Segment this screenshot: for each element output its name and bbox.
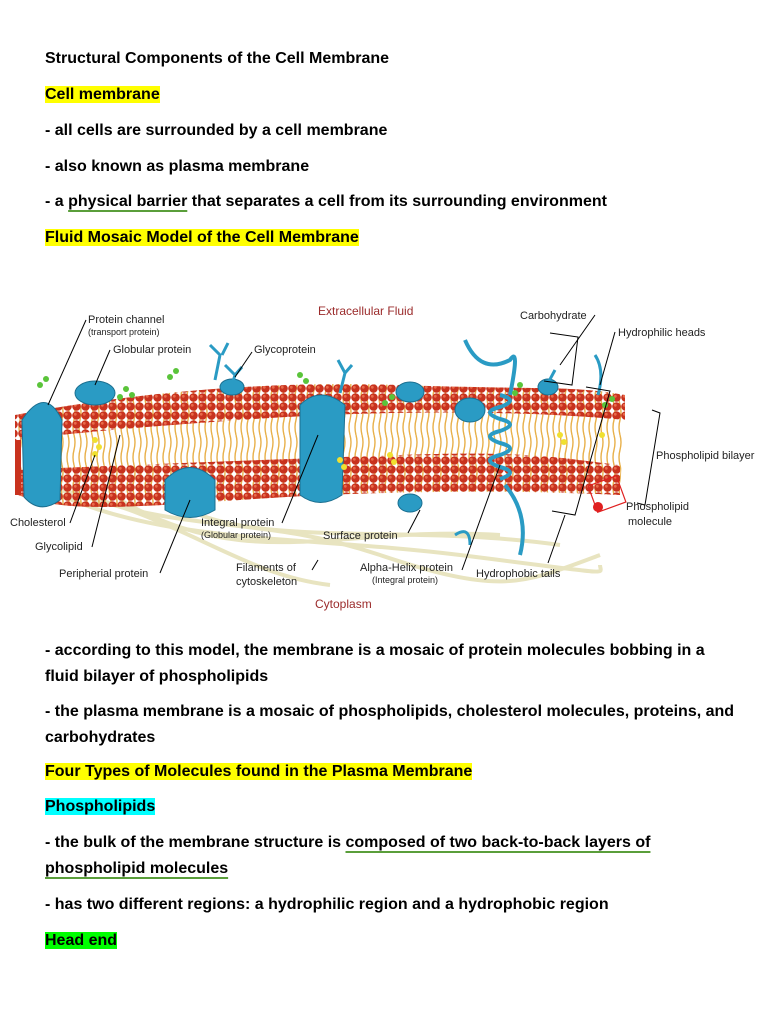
phospholipid-molecule-dot — [593, 502, 603, 512]
label-cytoskeleton: cytoskeleton — [236, 576, 298, 588]
label-filaments-of: Filaments of — [236, 562, 296, 574]
composed-layers-phrase: composed of two back-to-back layers of — [345, 834, 651, 851]
label-phospholipid-bilayer: Phospholipid bilayer — [656, 450, 755, 462]
paragraph-5: - the plasma membrane is a mosaic of phospholipids, cholesterol molecules, proteins, and carbohydrates — [45, 703, 735, 746]
label-glycoprotein: Glycoprotein — [254, 344, 316, 356]
label-extracellular-fluid: Extracellular Fluid — [318, 304, 414, 318]
heads-bracket — [544, 333, 578, 385]
paragraph-6-pre: - the bulk of the membrane structure is — [45, 834, 346, 851]
label-integral-protein: Integral protein — [201, 517, 275, 529]
label-cytoplasm: Cytoplasm — [315, 597, 372, 611]
label-alpha-helix: Alpha-Helix protein — [360, 562, 453, 574]
phospholipid-molecules-phrase: phospholipid molecules — [45, 860, 229, 877]
paragraph-3-pre: - a — [45, 193, 69, 210]
label-glycolipid: Glycolipid — [35, 541, 83, 553]
heading-cell-membrane-text: Cell membrane — [45, 86, 160, 103]
paragraph-4: - according to this model, the membrane is a mosaic of protein molecules bobbing in a fluid bilayer of phospholipids — [45, 642, 705, 685]
heading-fluid-mosaic-text: Fluid Mosaic Model of the Cell Membrane — [45, 229, 359, 246]
label-peripheral-protein: Peripherial protein — [59, 568, 149, 580]
label-cholesterol: Cholesterol — [10, 517, 66, 529]
label-protein-channel: Protein channel — [88, 314, 165, 326]
paragraph-3-post: that separates a cell from its surrounding environment — [187, 193, 607, 210]
label-hydrophobic-tails: Hydrophobic tails — [476, 568, 561, 580]
paragraph-7: - has two different regions: a hydrophilic region and a hydrophobic region — [45, 896, 609, 913]
paragraph-3 — [45, 191, 607, 213]
paragraph-2: - also known as plasma membrane — [45, 158, 310, 175]
paragraph-6-line-1 — [45, 832, 650, 854]
label-hydrophilic-heads: Hydrophilic heads — [618, 327, 706, 339]
heading-cell-membrane — [45, 84, 160, 106]
protein-channel-shape — [22, 403, 62, 507]
label-molecule: molecule — [628, 516, 673, 528]
physical-barrier-phrase: physical barrier — [68, 193, 188, 210]
label-globular-protein: Globular protein — [113, 344, 192, 356]
heading-four-types-text: Four Types of Molecules found in the Plasma Membrane — [45, 763, 473, 780]
heading-four-types — [45, 761, 472, 783]
label-transport-protein: (transport protein) — [88, 327, 160, 337]
peripheral-protein-shape — [165, 468, 215, 518]
heading-phospholipids-text: Phospholipids — [45, 798, 156, 815]
paragraph-6-line-2 — [45, 858, 228, 880]
cell-membrane-diagram — [0, 285, 768, 625]
label-carbohydrate: Carbohydrate — [520, 310, 587, 322]
label-surface-protein: Surface protein — [323, 530, 398, 542]
doc-title: Structural Components of the Cell Membrane — [45, 50, 390, 67]
label-globular-protein-paren: (Globular protein) — [201, 530, 272, 540]
heading-head-end-text: Head end — [45, 932, 118, 949]
label-phospholipid: Phospholipid — [626, 501, 689, 513]
heading-head-end — [45, 930, 117, 952]
integral-protein-shape — [300, 395, 345, 503]
heading-fluid-mosaic — [45, 227, 359, 249]
label-integral-protein-paren: (Integral protein) — [372, 575, 439, 585]
heading-phospholipids — [45, 796, 155, 818]
paragraph-1: - all cells are surrounded by a cell membrane — [45, 122, 388, 139]
